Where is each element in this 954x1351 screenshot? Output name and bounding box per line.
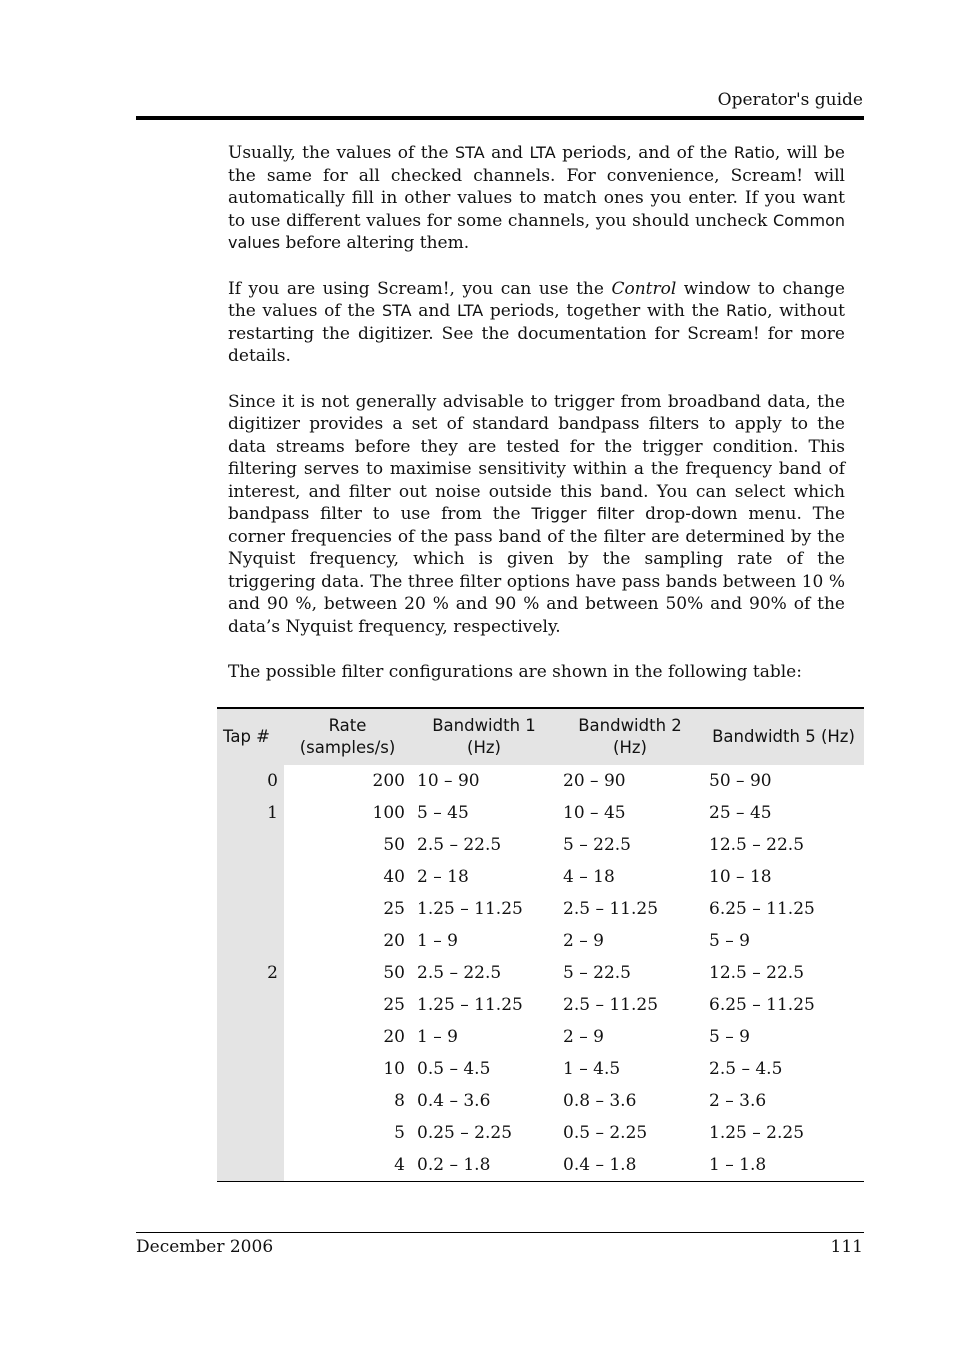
keyword-lta: LTA <box>456 301 484 320</box>
text: and <box>484 143 530 163</box>
cell-tap <box>217 1149 284 1182</box>
cell-bandwidth-1: 0.4 – 3.6 <box>417 1091 491 1111</box>
cell-tap <box>217 1085 284 1117</box>
cell-bandwidth-2: 2 – 9 <box>563 931 604 951</box>
cell-bandwidth-2: 2.5 – 11.25 <box>563 995 659 1015</box>
cell-bandwidth-5: 2 – 3.6 <box>709 1091 767 1111</box>
cell-bandwidth-2: 0.8 – 3.6 <box>563 1091 637 1111</box>
text: periods, together with the <box>483 301 727 321</box>
cell-bandwidth-1: 1 – 9 <box>417 931 458 951</box>
cell-bandwidth-5: 5 – 9 <box>709 931 750 951</box>
table-row <box>217 1149 864 1182</box>
paragraph-1 <box>228 142 845 255</box>
cell-tap <box>217 1021 284 1053</box>
cell-bandwidth-5: 2.5 – 4.5 <box>709 1059 783 1079</box>
table-row <box>217 765 864 797</box>
cell-bandwidth-5: 5 – 9 <box>709 1027 750 1047</box>
text: drop-down menu. The corner frequencies of the pass band of the filter are determined by the Nyquist frequency, which is given by the sampling rate of the triggering data. The three filter options have pass bands between 10 % and 90 %, between 20 % and 90 % and between 50% and 90% of the data’s Nyquist frequency, respectively. <box>228 504 846 637</box>
text: periods, and of the <box>555 143 734 163</box>
table-row <box>217 861 864 893</box>
cell-rate: 5 <box>394 1123 405 1143</box>
cell-bandwidth-1: 10 – 90 <box>417 771 480 791</box>
cell-rate: 100 <box>372 803 405 823</box>
text: , will be the same for all checked channels. For convenience, Scream! will automatically fill in other values to match ones you enter. If you want to use different values for some channels, you should uncheck <box>228 143 845 231</box>
table-row <box>217 1085 864 1117</box>
cell-bandwidth-1: 1.25 – 11.25 <box>417 995 523 1015</box>
cell-bandwidth-5: 10 – 18 <box>709 867 772 887</box>
cell-bandwidth-5: 6.25 – 11.25 <box>709 899 815 919</box>
keyword-trigger-filter: Trigger filter <box>531 504 635 523</box>
footer-date: December 2006 <box>136 1237 274 1257</box>
header-bandwidth-5: Bandwidth 5 (Hz) <box>703 708 864 765</box>
text: window to change the values of the <box>228 278 845 321</box>
cell-tap <box>217 989 284 1021</box>
cell-bandwidth-5: 50 – 90 <box>709 771 772 791</box>
header-tap: Tap # <box>217 708 284 765</box>
cell-tap: 0 <box>217 765 284 797</box>
cell-rate: 50 <box>383 835 405 855</box>
footer-rule <box>136 1232 864 1233</box>
table-row <box>217 1021 864 1053</box>
cell-rate: 25 <box>383 899 405 919</box>
header-rate: Rate (samples/s) <box>284 708 411 765</box>
cell-bandwidth-5: 6.25 – 11.25 <box>709 995 815 1015</box>
text: Usually, the values of the <box>228 143 455 163</box>
cell-bandwidth-1: 1.25 – 11.25 <box>417 899 523 919</box>
keyword-ratio: Ratio <box>733 143 775 162</box>
cell-rate: 50 <box>383 963 405 983</box>
keyword-ratio: Ratio <box>726 301 768 320</box>
cell-bandwidth-5: 12.5 – 22.5 <box>709 835 805 855</box>
body-text <box>228 142 845 707</box>
cell-bandwidth-2: 0.5 – 2.25 <box>563 1123 648 1143</box>
cell-rate: 10 <box>383 1059 405 1079</box>
keyword-sta: STA <box>455 143 485 162</box>
cell-tap: 2 <box>217 957 284 989</box>
cell-rate: 40 <box>383 867 405 887</box>
table-header-row <box>217 708 864 765</box>
cell-bandwidth-1: 5 – 45 <box>417 803 469 823</box>
cell-bandwidth-2: 0.4 – 1.8 <box>563 1155 637 1175</box>
cell-bandwidth-1: 2 – 18 <box>417 867 469 887</box>
cell-bandwidth-2: 20 – 90 <box>563 771 626 791</box>
text: before altering them. <box>280 233 470 253</box>
cell-bandwidth-1: 2.5 – 22.5 <box>417 835 502 855</box>
text: Since it is not generally advisable to trigger from broadband data, the digitizer provides a set of standard bandpass filters to apply to the data streams before they are tested for the trigger condition. This filtering serves to maximise sensitivity within a the frequency band of interest, and filter out noise outside this band. You can select which bandpass filter to use from the <box>228 391 845 524</box>
page-number: 111 <box>830 1237 863 1257</box>
paragraph-4 <box>228 661 845 684</box>
cell-bandwidth-2: 10 – 45 <box>563 803 626 823</box>
table-row <box>217 893 864 925</box>
paragraph-3 <box>228 391 845 639</box>
window-name-control: Control <box>611 278 677 299</box>
cell-bandwidth-2: 4 – 18 <box>563 867 615 887</box>
cell-rate: 20 <box>383 931 405 951</box>
cell-bandwidth-2: 5 – 22.5 <box>563 963 631 983</box>
cell-rate: 4 <box>394 1155 405 1175</box>
running-header: Operator's guide <box>717 90 863 110</box>
filter-config-table <box>217 707 864 1182</box>
table-body <box>217 765 864 1182</box>
text: The possible filter configurations are shown in the following table: <box>228 662 802 682</box>
cell-rate: 200 <box>372 771 405 791</box>
cell-tap <box>217 861 284 893</box>
header-bandwidth-1: Bandwidth 1 (Hz) <box>411 708 557 765</box>
cell-tap <box>217 925 284 957</box>
text: and <box>411 301 457 321</box>
table-row <box>217 989 864 1021</box>
table-row <box>217 957 864 989</box>
table-row <box>217 925 864 957</box>
cell-bandwidth-5: 12.5 – 22.5 <box>709 963 805 983</box>
cell-bandwidth-5: 25 – 45 <box>709 803 772 823</box>
cell-tap <box>217 1117 284 1149</box>
cell-rate: 20 <box>383 1027 405 1047</box>
cell-bandwidth-2: 1 – 4.5 <box>563 1059 621 1079</box>
text: , without restarting the digitizer. See the documentation for Scream! for more details. <box>228 301 846 366</box>
cell-rate: 8 <box>394 1091 405 1111</box>
cell-bandwidth-5: 1.25 – 2.25 <box>709 1123 805 1143</box>
keyword-lta: LTA <box>529 143 556 162</box>
table-row <box>217 1053 864 1085</box>
cell-bandwidth-1: 2.5 – 22.5 <box>417 963 502 983</box>
header-bandwidth-2: Bandwidth 2 (Hz) <box>557 708 703 765</box>
cell-bandwidth-1: 0.25 – 2.25 <box>417 1123 513 1143</box>
cell-bandwidth-1: 0.2 – 1.8 <box>417 1155 491 1175</box>
table-row <box>217 797 864 829</box>
keyword-common-values: Common values <box>228 210 845 252</box>
cell-tap <box>217 893 284 925</box>
keyword-sta: STA <box>381 301 412 320</box>
cell-bandwidth-2: 2 – 9 <box>563 1027 604 1047</box>
header-rule <box>136 116 864 120</box>
cell-bandwidth-1: 0.5 – 4.5 <box>417 1059 491 1079</box>
cell-tap <box>217 829 284 861</box>
cell-rate: 25 <box>383 995 405 1015</box>
text: If you are using Scream!, you can use the <box>228 278 612 299</box>
cell-bandwidth-2: 2.5 – 11.25 <box>563 899 659 919</box>
cell-tap <box>217 1053 284 1085</box>
cell-bandwidth-2: 5 – 22.5 <box>563 835 631 855</box>
cell-bandwidth-1: 1 – 9 <box>417 1027 458 1047</box>
table-row <box>217 1117 864 1149</box>
cell-bandwidth-5: 1 – 1.8 <box>709 1155 767 1175</box>
cell-tap: 1 <box>217 797 284 829</box>
table-row <box>217 829 864 861</box>
paragraph-2 <box>228 278 845 368</box>
